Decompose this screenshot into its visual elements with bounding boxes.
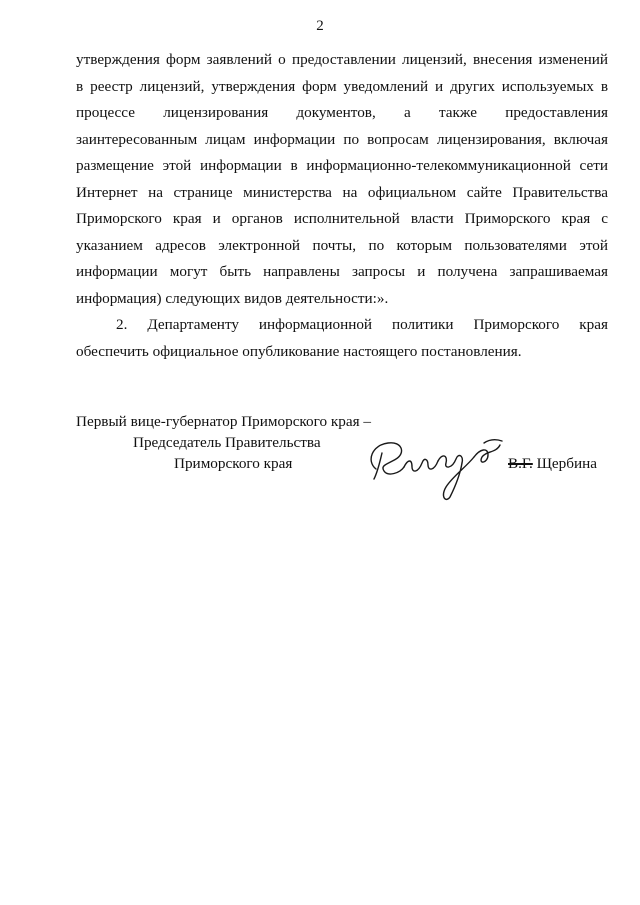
body-line: Приморского края и органов исполнительной власти Приморского края с — [76, 210, 608, 227]
body-line: обеспечить официальное опубликование настоящего постановления. — [76, 342, 522, 360]
body-line: информации могут быть направлены запросы и получена запрашиваемая — [76, 263, 608, 280]
signatory-title-line-1: Первый вице-губернатор Приморского края – — [76, 413, 371, 430]
body-line: информация) следующих видов деятельности:». — [76, 289, 389, 307]
signer-initials: В.Г. — [508, 455, 533, 472]
handwritten-signature — [362, 431, 512, 503]
signatory-title-line-2: Председатель Правительства — [133, 434, 321, 451]
body-line: процессе лицензирования документов, а также предоставления — [76, 104, 608, 121]
body-line: утверждения форм заявлений о предоставлении лицензий, внесения изменений — [76, 51, 608, 68]
body-line: размещение этой информации в информационно-телекоммуникационной сети — [76, 157, 608, 174]
signature-block — [76, 413, 616, 513]
page-number: 2 — [316, 18, 324, 34]
document-body — [76, 47, 608, 365]
signer-surname: Щербина — [536, 455, 597, 472]
body-line: в реестр лицензий, утверждения форм уведомлений и других используемых в — [76, 77, 608, 95]
signer-name — [508, 455, 597, 473]
body-line: Интернет на странице министерства на официальном сайте Правительства — [76, 183, 608, 201]
paragraph-2-first-line: 2. Департаменту информационной политики Приморского края — [116, 316, 608, 333]
body-line: указанием адресов электронной почты, по которым пользователями этой — [76, 236, 608, 254]
signatory-title-line-3: Приморского края — [174, 455, 293, 472]
body-line: заинтересованным лицам информации по вопросам лицензирования, включая — [76, 130, 608, 148]
